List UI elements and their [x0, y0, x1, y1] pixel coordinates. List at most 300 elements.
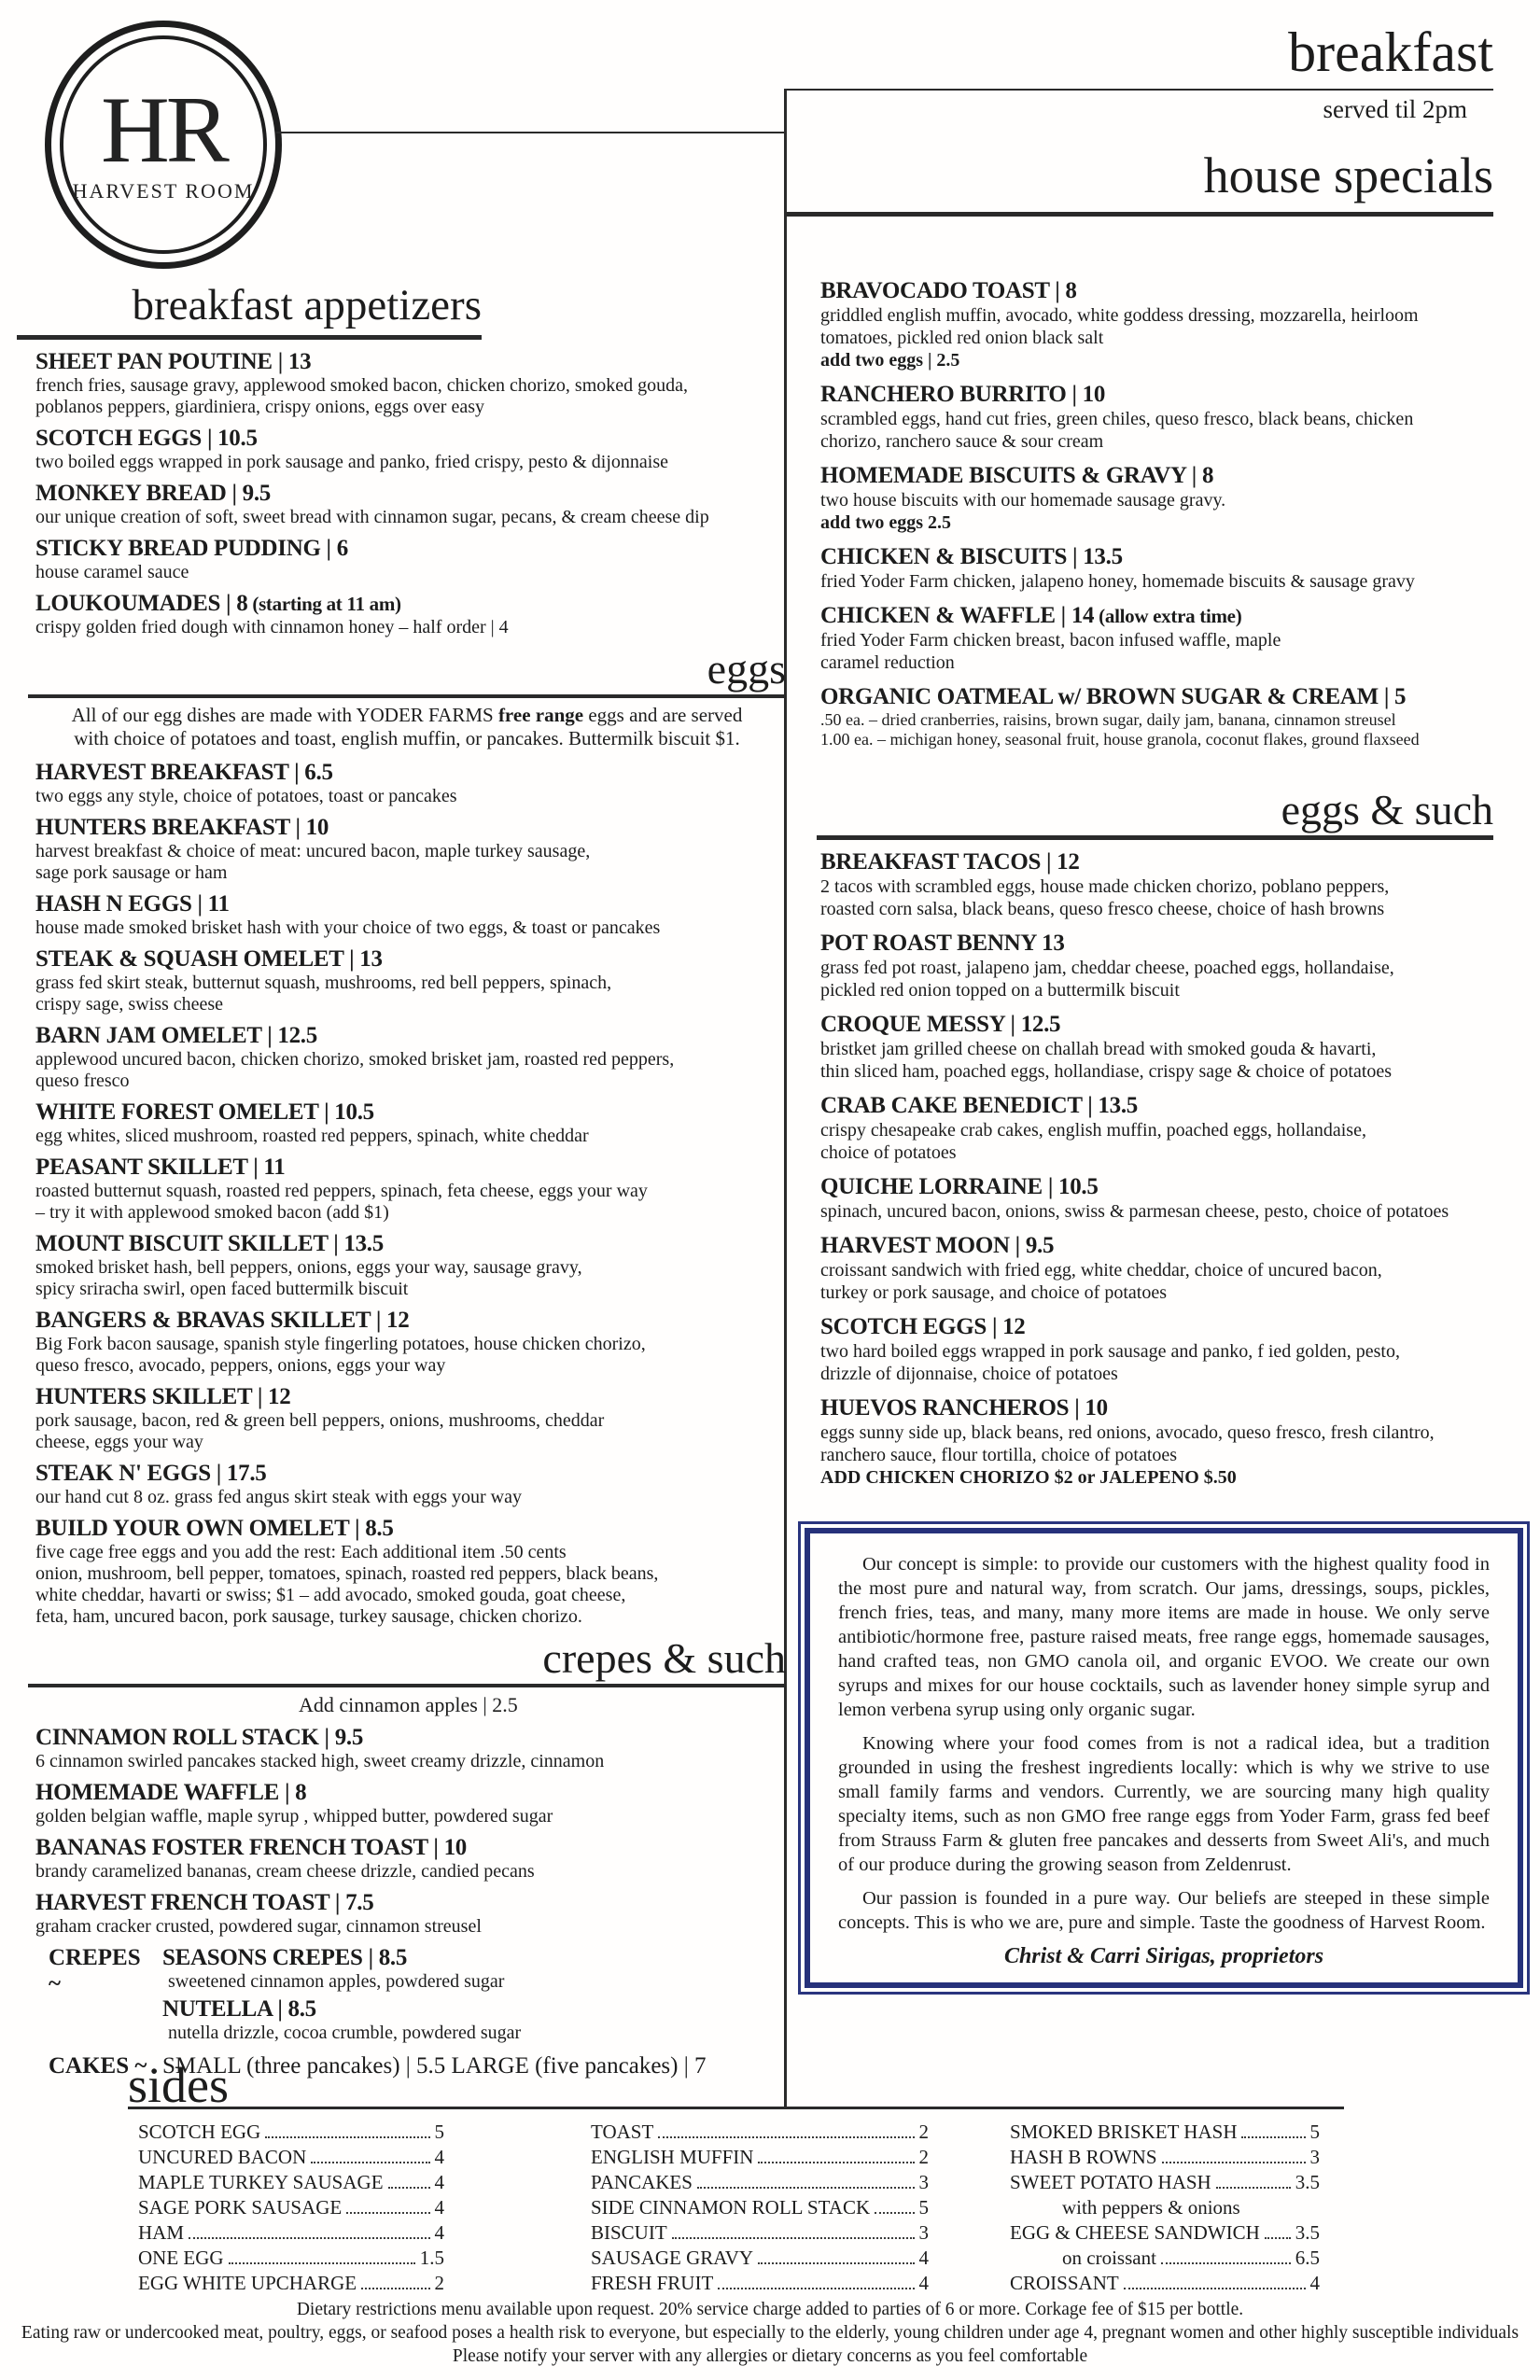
item-title: [820, 603, 1493, 629]
menu-title: breakfast: [1288, 21, 1493, 83]
side-price: 3: [1309, 2146, 1320, 2168]
item-price: | 10: [1066, 382, 1106, 407]
item-name: HUNTERS SKILLET: [35, 1384, 252, 1409]
item-description: turkey or pork sausage, and choice of potatoes: [820, 1282, 1167, 1303]
menu-item: [35, 1155, 786, 1224]
crepe-variant-name: NUTELLA: [162, 1996, 273, 2022]
menu-item: [820, 278, 1493, 371]
footer-line: Please notify your server with any allergies or dietary concerns as you feel comfortable: [452, 2346, 1088, 2366]
item-name: HOMEMADE BISCUITS & GRAVY: [820, 463, 1186, 488]
item-description: queso fresco: [35, 1071, 130, 1091]
item-name: SHEET PAN POUTINE: [35, 349, 273, 374]
crepe-variant-price: 8.5: [378, 1945, 408, 1970]
item-title: [820, 1012, 1493, 1038]
menu-item: [820, 684, 1493, 749]
item-description: house made smoked brisket hash with your choice of two eggs, & toast or pancakes: [35, 917, 661, 938]
house-specials-list: [817, 278, 1493, 749]
item-description: drizzle of dijonnaise, choice of potatoes: [820, 1364, 1118, 1384]
item-title: [35, 1516, 786, 1542]
menu-item: [820, 931, 1493, 1001]
item-description: queso fresco, avocado, peppers, onions, eggs your way: [35, 1355, 446, 1376]
item-description: roasted butternut squash, roasted red peppers, spinach, feta cheese, eggs your way: [35, 1181, 648, 1201]
eggs-note: [28, 704, 786, 750]
item-description: applewood uncured bacon, chicken chorizo, smoked brisket jam, roasted red peppers,: [35, 1049, 675, 1070]
item-title: [820, 1093, 1493, 1119]
dot-leader: [189, 2237, 429, 2239]
eggs-and-such-list: [817, 849, 1493, 1489]
menu-item: [820, 382, 1493, 453]
dot-leader: [1161, 2262, 1291, 2264]
item-title: [820, 382, 1493, 408]
menu-item: [35, 1516, 786, 1628]
sides-rule: [128, 2107, 1344, 2109]
item-price: | 10.5: [202, 426, 258, 451]
item-description: tomatoes, pickled red onion black salt: [820, 328, 1104, 348]
dot-leader: [229, 2262, 415, 2264]
item-title: [820, 1314, 1493, 1340]
item-price: | 8: [1185, 463, 1214, 488]
footer-line: Dietary restrictions menu available upon request. 20% service charge added to parties of 6 or more. Corkage fee of $15 per bottle.: [296, 2300, 1244, 2319]
item-addon: add two eggs 2.5: [820, 512, 952, 533]
menu-item: [820, 1012, 1493, 1083]
item-title: [35, 1155, 786, 1181]
item-title: [35, 1835, 786, 1861]
item-description: 2 tacos with scrambled eggs, house made chicken chorizo, poblano peppers,: [820, 876, 1390, 897]
item-price: | 10.5: [318, 1099, 374, 1125]
item-price: | 14: [1055, 603, 1095, 628]
side-price: 3: [918, 2221, 929, 2244]
item-price: | 6.5: [288, 760, 333, 785]
dot-leader: [1241, 2136, 1305, 2138]
item-description: our unique creation of soft, sweet bread with cinnamon sugar, pecans, & cream cheese dip: [35, 507, 709, 527]
dot-leader: [758, 2262, 914, 2264]
eggs-note-line2: with choice of potatoes and toast, english muffin, or pancakes. Buttermilk biscuit $1.: [74, 727, 740, 749]
item-name: STEAK & SQUASH OMELET: [35, 946, 344, 972]
cakes-sizes: SMALL (three pancakes) | 5.5 LARGE (five pancakes) | 7: [162, 2053, 707, 2079]
side-label: HASH B ROWNS: [1010, 2146, 1157, 2168]
menu-item: [35, 1890, 786, 1938]
side-label: with peppers & onions: [1062, 2196, 1240, 2219]
crepe-variant-price: 8.5: [287, 1996, 316, 2022]
item-price: | 10: [1069, 1395, 1108, 1421]
side-item: [138, 2195, 444, 2220]
item-note: (starting at 11 am): [247, 593, 401, 615]
item-name: LOUKOUMADES: [35, 591, 221, 616]
item-name: HUNTERS BREAKFAST: [35, 815, 290, 840]
crepe-variant-title: SEASONS CREPES | 8.5: [162, 1945, 408, 1970]
item-description: grass fed pot roast, jalapeno jam, cheddar cheese, poached eggs, hollandaise,: [820, 958, 1394, 978]
item-name: BANANAS FOSTER FRENCH TOAST: [35, 1835, 428, 1860]
item-description: cheese, eggs your way: [35, 1432, 203, 1452]
side-label: SCOTCH EGG: [138, 2121, 261, 2143]
item-description: pickled red onion topped on a buttermilk biscuit: [820, 980, 1180, 1001]
sides-column-3: [1010, 2120, 1320, 2296]
crepes-heading: crepes & such: [542, 1634, 786, 1682]
breakfast-appetizers-list: [28, 349, 786, 638]
crepes-combo-row: [49, 1945, 786, 2048]
item-price: | 8: [279, 1780, 307, 1805]
side-label: PANCAKES: [591, 2171, 693, 2193]
menu-item: [35, 1780, 786, 1827]
item-name: PEASANT SKILLET: [35, 1155, 248, 1180]
side-item: [591, 2246, 929, 2271]
item-title: [820, 1233, 1493, 1259]
item-price: | 12: [251, 1384, 291, 1409]
dot-leader: [346, 2212, 429, 2214]
logo-initials: HR: [101, 77, 226, 183]
breakfast-title-rule: [787, 89, 1493, 91]
side-price: 5: [434, 2121, 444, 2143]
item-name: BREAKFAST TACOS: [820, 849, 1042, 875]
item-name: HARVEST MOON: [820, 1233, 1010, 1258]
item-description: crispy golden fried dough with cinnamon honey – half order | 4: [35, 617, 509, 637]
logo-inner-ring: [60, 35, 267, 254]
side-price: 4: [1309, 2272, 1320, 2294]
item-name: BARN JAM OMELET: [35, 1023, 262, 1048]
item-name: MOUNT BISCUIT SKILLET: [35, 1231, 329, 1256]
side-label: on croissant: [1062, 2247, 1156, 2269]
item-name: BANGERS & BRAVAS SKILLET: [35, 1308, 371, 1333]
side-item: [591, 2271, 929, 2296]
menu-item: [35, 1461, 786, 1508]
item-price: 13: [1036, 931, 1065, 956]
item-title: [820, 1174, 1493, 1200]
item-description: ranchero sauce, flour tortilla, choice of potatoes: [820, 1445, 1178, 1465]
item-description: onion, mushroom, bell pepper, tomatoes, spinach, roasted red peppers, black beans,: [35, 1563, 659, 1584]
eggs-note-bold: free range: [497, 704, 584, 726]
side-label: EGG WHITE UPCHARGE: [138, 2272, 357, 2294]
item-description: brandy caramelized bananas, cream cheese drizzle, candied pecans: [35, 1861, 535, 1882]
side-label: FRESH FRUIT: [591, 2272, 714, 2294]
item-note: (allow extra time): [1094, 605, 1242, 627]
item-name: HARVEST BREAKFAST: [35, 760, 289, 785]
item-name: HUEVOS RANCHEROS: [820, 1395, 1070, 1421]
item-price: | 12.5: [1004, 1012, 1061, 1037]
side-price: 2: [918, 2146, 929, 2168]
side-price: 2: [918, 2121, 929, 2143]
item-description: fried Yoder Farm chicken, jalapeno honey, homemade biscuits & sausage gravy: [820, 571, 1415, 592]
item-description: poblanos peppers, giardiniera, crispy onions, eggs over easy: [35, 397, 484, 417]
side-price: 3: [918, 2171, 929, 2193]
item-name: CHICKEN & BISCUITS: [820, 544, 1068, 569]
item-name: HASH N EGGS: [35, 891, 192, 917]
eggs-and-such-rule: [817, 835, 1493, 840]
item-title: [35, 1023, 786, 1049]
side-price: 5: [918, 2196, 929, 2219]
item-price: | 10.5: [1042, 1174, 1099, 1199]
item-title: [35, 591, 786, 617]
item-price: | 13: [343, 946, 383, 972]
menu-item: [35, 1725, 786, 1772]
menu-item: [820, 1174, 1493, 1223]
side-price: 4: [434, 2221, 444, 2244]
crepes-list: [28, 1725, 786, 1938]
crepe-variant-description: nutella drizzle, cocoa crumble, powdered sugar: [168, 2023, 522, 2043]
side-price: 2: [434, 2272, 444, 2294]
sides-heading: sides: [128, 2057, 229, 2113]
item-title: [820, 544, 1493, 570]
item-name: ORGANIC OATMEAL w/ BROWN SUGAR & CREAM: [820, 684, 1379, 709]
item-price: | 8.5: [349, 1516, 394, 1541]
item-description: 1.00 ea. – michigan honey, seasonal fruit, house granola, coconut flakes, ground flaxseed: [820, 730, 1420, 749]
item-description: 6 cinnamon swirled pancakes stacked high, sweet creamy drizzle, cinnamon: [35, 1751, 605, 1771]
item-title: [35, 760, 786, 786]
concept-paragraph: Our concept is simple: to provide our customers with the highest quality food in the most pure and natural way, from scratch. Our jams, dressings, soups, pickles, french fries, teas, and many, many more items are made in house. We only serve antibiotic/hormone free, pasture raised meats, free range eggs, homemade sausages, hand crafted teas, non GMO canola oil, and organic EVOO. We create our own syrups and mixes for our house cocktails, such as lavender honey simple syrup and lemon verbena syrup using only organic sugar.: [838, 1554, 1490, 1720]
item-title: [820, 463, 1493, 489]
menu-item: [820, 603, 1493, 674]
item-title: [820, 849, 1493, 875]
left-column: [28, 349, 786, 2085]
menu-item: [820, 849, 1493, 920]
item-title: [820, 1395, 1493, 1421]
house-specials-rule: [787, 212, 1493, 217]
side-price: 3.5: [1295, 2221, 1320, 2244]
side-price: 5: [1309, 2121, 1320, 2143]
item-name: BUILD YOUR OWN OMELET: [35, 1516, 350, 1541]
item-description: two eggs any style, choice of potatoes, toast or pancakes: [35, 786, 457, 806]
side-item: [1010, 2145, 1320, 2170]
menu-item: [820, 1233, 1493, 1304]
menu-item: [820, 463, 1493, 534]
menu-item: [820, 1395, 1493, 1489]
side-item: [1010, 2120, 1320, 2145]
logo-restaurant-name: HARVEST ROOM: [72, 179, 255, 203]
side-item: [591, 2195, 929, 2220]
side-label: SMOKED BRISKET HASH: [1010, 2121, 1238, 2143]
item-description: feta, ham, uncured bacon, pork sausage, turkey sausage, chicken chorizo.: [35, 1606, 582, 1627]
item-name: HARVEST FRENCH TOAST: [35, 1890, 329, 1915]
item-description: crispy sage, swiss cheese: [35, 994, 224, 1015]
menu-item: [35, 591, 786, 638]
item-description: five cage free eggs and you add the rest: Each additional item .50 cents: [35, 1542, 567, 1562]
concept-paragraph: Knowing where your food comes from is not a radical idea, but a tradition grounded in using the freshest ingredients locally: which is why we strive to use small family farms and vendors. Currently, we are sourcing many high quality specialty items, such as non GMO free range eggs from Yoder Farm, grass fed beef from Strauss Farm & gluten free pancakes and desserts from Sweet Ali's, and much of our produce during the growing season from Zeldenrust.: [838, 1733, 1490, 1875]
menu-item: [35, 760, 786, 807]
footer-line: Eating raw or undercooked meat, poultry, eggs, or seafood poses a health risk to everyone, but especially to the elderly, young children under age 4, pregnant women and other highly susceptible individuals: [21, 2323, 1519, 2343]
side-item: [1010, 2246, 1320, 2271]
item-description: chorizo, ranchero sauce & sour cream: [820, 431, 1104, 452]
eggs-rule: [28, 694, 786, 698]
item-title: [820, 931, 1493, 957]
concept-box: [798, 1521, 1530, 1995]
item-price: | 13.5: [1082, 1093, 1138, 1118]
menu-item: [35, 891, 786, 939]
item-description: golden belgian waffle, maple syrup , whipped butter, powdered sugar: [35, 1806, 553, 1827]
item-description: spicy sriracha swirl, open faced buttermilk biscuit: [35, 1279, 409, 1299]
dot-leader: [1124, 2288, 1306, 2289]
dot-leader: [1265, 2237, 1291, 2239]
item-description: graham cracker crusted, powdered sugar, cinnamon streusel: [35, 1916, 482, 1937]
item-title: [35, 1461, 786, 1487]
menu-item: [35, 946, 786, 1015]
item-name: CHICKEN & WAFFLE: [820, 603, 1056, 628]
item-description: croissant sandwich with fried egg, white cheddar, choice of uncured bacon,: [820, 1260, 1382, 1281]
item-title: [820, 278, 1493, 304]
item-name: WHITE FOREST OMELET: [35, 1099, 319, 1125]
item-description: harvest breakfast & choice of meat: uncured bacon, maple turkey sausage,: [35, 841, 591, 861]
dot-leader: [361, 2288, 429, 2289]
item-description: bristket jam grilled cheese on challah bread with smoked gouda & havarti,: [820, 1039, 1377, 1059]
side-label: SAUSAGE GRAVY: [591, 2247, 754, 2269]
right-column: [817, 278, 1493, 1499]
item-description: our hand cut 8 oz. grass fed angus skirt steak with eggs your way: [35, 1487, 522, 1507]
dot-leader: [697, 2187, 915, 2189]
item-description: sage pork sausage or ham: [35, 862, 228, 883]
side-item: [1010, 2220, 1320, 2246]
item-description: white cheddar, havarti or swiss; $1 – add avocado, smoked gouda, goat cheese,: [35, 1585, 626, 1605]
side-price: 6.5: [1295, 2247, 1320, 2269]
item-price: | 13.5: [328, 1231, 384, 1256]
crepes-rule: [28, 1684, 786, 1687]
item-description: pork sausage, bacon, red & green bell peppers, onions, mushrooms, cheddar: [35, 1410, 605, 1431]
item-price: | 12: [1041, 849, 1080, 875]
logo-divider-line: [276, 132, 786, 133]
item-price: | 11: [247, 1155, 286, 1180]
item-price: | 8: [1049, 278, 1077, 303]
crepes-label: CREPES ~: [49, 1945, 141, 1996]
item-description: grass fed skirt steak, butternut squash, mushrooms, red bell peppers, spinach,: [35, 973, 612, 993]
item-price: | 9.5: [318, 1725, 364, 1750]
menu-item: [820, 1314, 1493, 1385]
side-item: [138, 2145, 444, 2170]
menu-item: [35, 536, 786, 583]
item-name: CINNAMON ROLL STACK: [35, 1725, 319, 1750]
item-description: scrambled eggs, hand cut fries, green chiles, queso fresco, black beans, chicken: [820, 409, 1414, 429]
item-title: [35, 1890, 786, 1916]
side-item: [138, 2120, 444, 2145]
sides-column-2: [591, 2120, 929, 2296]
crepe-variant-title: NUTELLA | 8.5: [162, 1996, 316, 2022]
breakfast-appetizers-rule: [17, 335, 482, 340]
item-name: SCOTCH EGGS: [35, 426, 202, 451]
eggs-list: [28, 760, 786, 1628]
side-label: HAM: [138, 2221, 185, 2244]
side-label: UNCURED BACON: [138, 2146, 307, 2168]
item-price: | 12.5: [261, 1023, 317, 1048]
eggs-note-text: All of our egg dishes are made with YODER FARMS: [71, 704, 498, 726]
item-description: Big Fork bacon sausage, spanish style fingerling potatoes, house chicken chorizo,: [35, 1334, 646, 1354]
item-price: | 11: [191, 891, 230, 917]
item-title: [35, 815, 786, 841]
harvest-room-logo: [45, 21, 282, 269]
item-price: | 7.5: [329, 1890, 374, 1915]
item-price: | 8: [220, 591, 248, 616]
side-item: [138, 2220, 444, 2246]
side-price: 1.5: [419, 2247, 444, 2269]
proprietors-signature: Christ & Carri Sirigas, proprietors: [1003, 1944, 1324, 1968]
item-description: thin sliced ham, poached eggs, hollandiase, crispy sage & choice of potatoes: [820, 1061, 1393, 1082]
dot-leader: [311, 2162, 429, 2163]
side-price: 4: [918, 2272, 929, 2294]
crepes-variants: [162, 1945, 521, 2048]
item-price: | 13: [272, 349, 312, 374]
menu-item: [35, 1384, 786, 1453]
item-price: | 5: [1378, 684, 1407, 709]
item-description: griddled english muffin, avocado, white goddess dressing, mozzarella, heirloom: [820, 305, 1419, 326]
side-item: [138, 2271, 444, 2296]
item-title: [35, 1308, 786, 1334]
item-description: – try it with applewood smoked bacon (add $1): [35, 1202, 389, 1223]
side-item: [591, 2220, 929, 2246]
side-item: [1010, 2195, 1320, 2220]
item-description: smoked brisket hash, bell peppers, onions, eggs your way, sausage gravy,: [35, 1257, 582, 1278]
side-label: EGG & CHEESE SANDWICH: [1010, 2221, 1260, 2244]
item-title: [35, 1231, 786, 1257]
footer-disclaimers: [0, 2298, 1540, 2368]
side-label: MAPLE TURKEY SAUSAGE: [138, 2171, 384, 2193]
item-description: two hard boiled eggs wrapped in pork sausage and panko, f ied golden, pesto,: [820, 1341, 1400, 1362]
dot-leader: [388, 2187, 430, 2189]
item-price: | 17.5: [210, 1461, 267, 1486]
side-label: SIDE CINNAMON ROLL STACK: [591, 2196, 871, 2219]
cinnamon-apples-addon: Add cinnamon apples | 2.5: [299, 1693, 518, 1716]
item-name: QUICHE LORRAINE: [820, 1174, 1043, 1199]
item-name: SCOTCH EGGS: [820, 1314, 987, 1339]
item-price: | 9.5: [226, 481, 271, 506]
menu-item: [35, 426, 786, 473]
item-name: CRAB CAKE BENEDICT: [820, 1093, 1083, 1118]
item-name: MONKEY BREAD: [35, 481, 227, 506]
side-item: [591, 2120, 929, 2145]
item-description: crispy chesapeake crab cakes, english muffin, poached eggs, hollandaise,: [820, 1120, 1366, 1141]
side-label: ONE EGG: [138, 2247, 224, 2269]
side-item: [1010, 2271, 1320, 2296]
item-title: [35, 946, 786, 973]
side-label: TOAST: [591, 2121, 654, 2143]
item-description: house caramel sauce: [35, 562, 189, 582]
item-description: two boiled eggs wrapped in pork sausage and panko, fried crispy, pesto & dijonnaise: [35, 452, 668, 472]
item-description: caramel reduction: [820, 652, 955, 673]
served-until-note: served til 2pm: [1323, 95, 1467, 123]
item-description: french fries, sausage gravy, applewood smoked bacon, chicken chorizo, smoked gouda,: [35, 375, 689, 396]
item-title: [35, 1780, 786, 1806]
item-description: fried Yoder Farm chicken breast, bacon infused waffle, maple: [820, 630, 1281, 651]
side-item: [591, 2145, 929, 2170]
item-price: | 6: [320, 536, 348, 561]
item-addon: add two eggs | 2.5: [820, 350, 960, 371]
item-title: [35, 426, 786, 452]
side-item: [591, 2170, 929, 2195]
menu-item: [35, 1023, 786, 1092]
dot-leader: [875, 2212, 914, 2214]
item-description: egg whites, sliced mushroom, roasted red peppers, spinach, white cheddar: [35, 1126, 589, 1146]
side-item: [138, 2246, 444, 2271]
menu-item: [35, 815, 786, 884]
item-description: two house biscuits with our homemade sausage gravy.: [820, 490, 1226, 511]
side-price: 4: [434, 2146, 444, 2168]
house-specials-heading: house specials: [1203, 147, 1493, 203]
crepe-variant-description: sweetened cinnamon apples, powdered sugar: [168, 1971, 505, 1992]
eggs-and-such-heading: eggs & such: [1281, 786, 1493, 833]
item-price: | 9.5: [1009, 1233, 1055, 1258]
side-label: BISCUIT: [591, 2221, 667, 2244]
item-title: [35, 1384, 786, 1410]
item-title: [35, 349, 786, 375]
dot-leader: [758, 2162, 914, 2163]
menu-item: [35, 1231, 786, 1300]
dot-leader: [672, 2237, 915, 2239]
item-name: CROQUE MESSY: [820, 1012, 1005, 1037]
menu-item: [820, 544, 1493, 593]
item-price: | 12: [987, 1314, 1026, 1339]
item-name: POT ROAST BENNY: [820, 931, 1037, 956]
side-price: 4: [434, 2196, 444, 2219]
concept-box-inner: [805, 1528, 1523, 1988]
item-price: | 12: [370, 1308, 410, 1333]
crepe-variant-name: SEASONS CREPES: [162, 1945, 363, 1970]
item-title: [35, 481, 786, 507]
side-label: CROISSANT: [1010, 2272, 1119, 2294]
item-title: [35, 1725, 786, 1751]
